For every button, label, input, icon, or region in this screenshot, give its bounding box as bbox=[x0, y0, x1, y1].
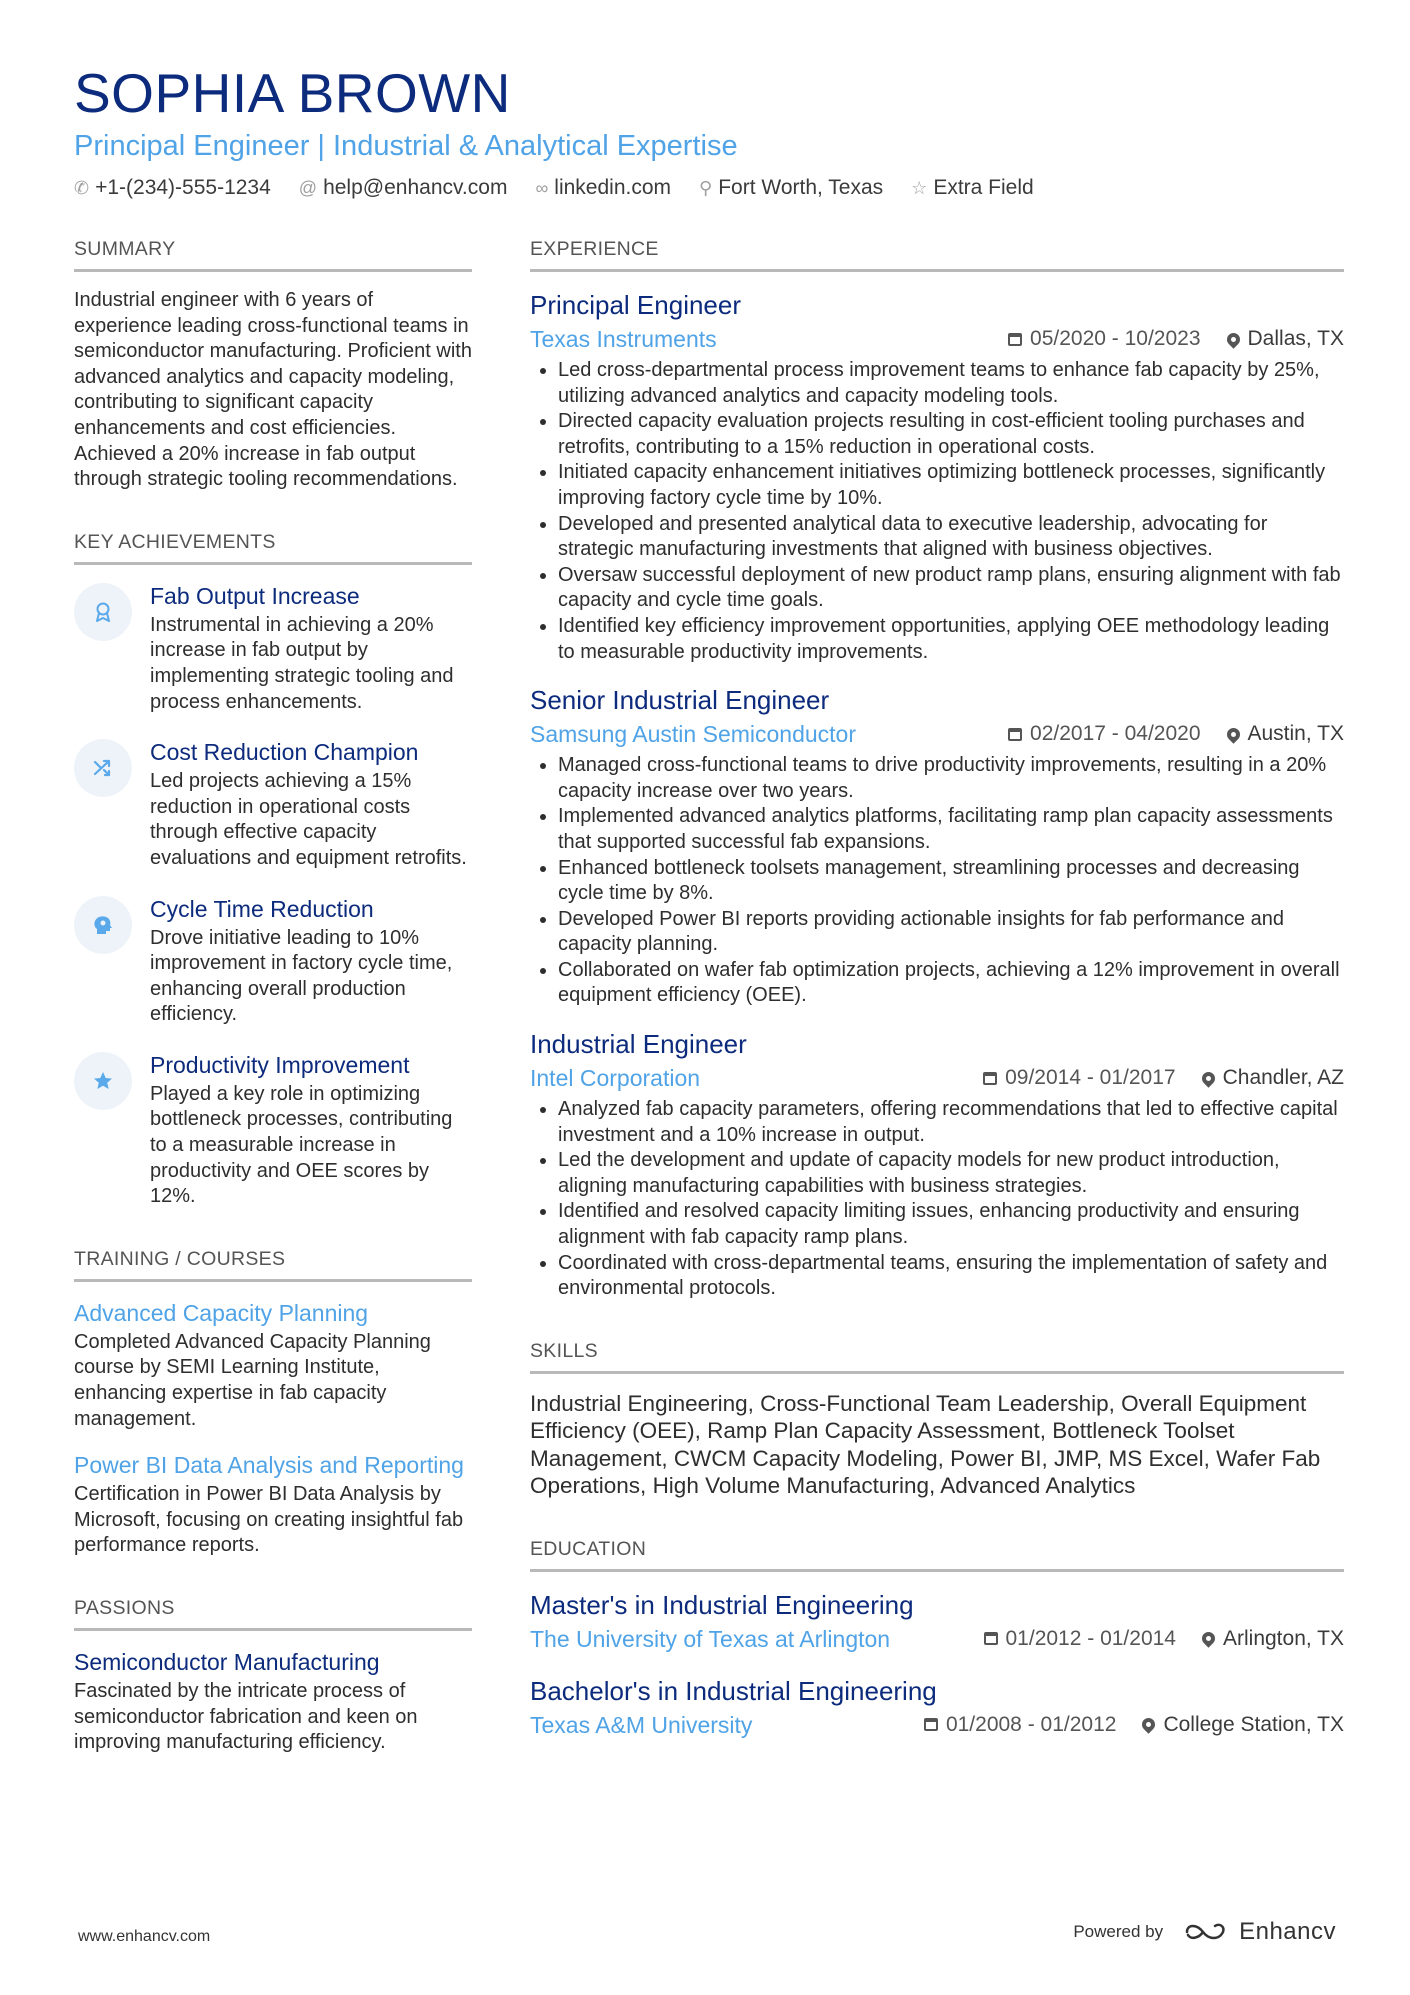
job-location bbox=[1227, 327, 1344, 351]
job-location-text: Austin, TX bbox=[1247, 722, 1344, 746]
job-bullet: • Coordinated with cross-departmental teams, ensuring the implementation of safety and environmental protocols. bbox=[558, 1251, 1344, 1302]
summary-heading: SUMMARY bbox=[74, 238, 472, 272]
location-pin-icon bbox=[1199, 1630, 1217, 1648]
job-dates-text: 05/2020 - 10/2023 bbox=[1030, 327, 1201, 350]
job-bullets bbox=[530, 358, 1344, 665]
course-text: Completed Advanced Capacity Planning course by SEMI Learning Institute, enhancing expertise in fab capacity management. bbox=[74, 1330, 431, 1430]
education-dates-text: 01/2012 - 01/2014 bbox=[1005, 1626, 1176, 1650]
candidate-name: SOPHIA BROWN bbox=[74, 62, 511, 124]
contact-extra-text: Extra Field bbox=[933, 176, 1034, 199]
head-gear-icon bbox=[74, 896, 132, 954]
contact-location bbox=[699, 176, 883, 200]
location-pin-icon bbox=[1199, 1069, 1217, 1087]
location-pin-icon bbox=[1224, 330, 1242, 348]
job-bullet: • Implemented advanced analytics platforms, facilitating ramp plan capacity assessments that supported successful fab expansions. bbox=[558, 804, 1344, 855]
job-bullet: • Initiated capacity enhancement initiatives optimizing bottleneck processes, significantly improving factory cycle time by 10%. bbox=[558, 460, 1344, 511]
summary-text: Industrial engineer with 6 years of experience leading cross-functional teams in semiconductor manufacturing. Proficient with advanced analytics and capacity modeling, contributing to significant capacity enhancements and cost efficiencies. Achieved a 20% increase in fab output through strategic tooling recommendations. bbox=[74, 289, 472, 491]
skills-heading: SKILLS bbox=[530, 1340, 1344, 1374]
achievements-heading: KEY ACHIEVEMENTS bbox=[74, 531, 472, 565]
job-bullet: • Developed and presented analytical data to executive leadership, advocating for strategic manufacturing investments that aligned with business objectives. bbox=[558, 512, 1344, 563]
location-pin-icon bbox=[1140, 1716, 1158, 1734]
job-location-text: Dallas, TX bbox=[1247, 327, 1344, 350]
passion-text: Fascinated by the intricate process of semiconductor fabrication and keen on improving manufacturing efficiency. bbox=[74, 1680, 418, 1754]
education-degree: Master's in Industrial Engineering bbox=[530, 1589, 914, 1620]
education-dates-text: 01/2008 - 01/2012 bbox=[945, 1712, 1117, 1736]
calendar-icon bbox=[983, 1072, 997, 1085]
star-icon bbox=[74, 1052, 132, 1110]
course-item bbox=[74, 1450, 472, 1559]
skills-text: Industrial Engineering, Cross-Functional Team Leadership, Overall Equipment Efficiency (OEE), Ramp Plan Capacity Assessment, Bottleneck Toolset Management, CWCM Capacity Modeling, Power BI, JMP, MS Excel, Wafer Fab Operations, High Volume Manufacturing, Advanced Analytics bbox=[530, 1390, 1321, 1499]
course-title: Advanced Capacity Planning bbox=[74, 1299, 369, 1326]
infinity-logo-icon bbox=[1183, 1920, 1229, 1944]
education-heading: EDUCATION bbox=[530, 1538, 1344, 1572]
education-meta-right bbox=[924, 1713, 1344, 1737]
star-outline-icon: ☆ bbox=[911, 177, 928, 198]
job-title: Senior Industrial Engineer bbox=[530, 685, 830, 716]
job-bullet: • Led the development and update of capacity models for new product introduction, aligning manufacturing capabilities with business strategies. bbox=[558, 1148, 1344, 1199]
calendar-icon bbox=[1008, 333, 1022, 346]
job-location bbox=[1202, 1066, 1344, 1090]
job-dates bbox=[1008, 327, 1200, 351]
education-meta-right bbox=[984, 1627, 1345, 1651]
education-section bbox=[530, 1538, 1344, 1740]
course-title: Power BI Data Analysis and Reporting bbox=[74, 1452, 464, 1479]
education-school: The University of Texas at Arlington bbox=[530, 1625, 891, 1652]
job-bullet: • Led cross-departmental process improvement teams to enhance fab capacity by 25%, utilizing advanced analytics and capacity modeling tools. bbox=[558, 358, 1344, 409]
achievement-text: Played a key role in optimizing bottleneck processes, contributing to a measurable increase in productivity and OEE scores by 12%. bbox=[150, 1082, 453, 1208]
achievement-title: Cycle Time Reduction bbox=[150, 895, 374, 922]
experience-section bbox=[530, 238, 1344, 1302]
right-column bbox=[530, 238, 1344, 1794]
resume-page bbox=[74, 60, 1346, 1960]
job-company: Intel Corporation bbox=[530, 1065, 701, 1092]
calendar-icon bbox=[984, 1632, 998, 1645]
education-location-text: College Station, TX bbox=[1163, 1712, 1344, 1736]
summary-section bbox=[74, 238, 472, 493]
job-dates-text: 09/2014 - 01/2017 bbox=[1005, 1066, 1176, 1090]
brand-logo[interactable] bbox=[1183, 1918, 1336, 1946]
job-company: Samsung Austin Semiconductor bbox=[530, 721, 857, 748]
contact-extra bbox=[911, 176, 1034, 200]
training-heading: TRAINING / COURSES bbox=[74, 1248, 472, 1282]
job-entry bbox=[530, 683, 1344, 1009]
link-icon: ∞ bbox=[535, 177, 549, 198]
passion-item bbox=[74, 1647, 472, 1756]
education-meta bbox=[530, 1624, 1344, 1654]
job-meta bbox=[530, 1063, 1344, 1093]
job-bullet: • Oversaw successful deployment of new product ramp plans, ensuring alignment with fab capacity and cycle time goals. bbox=[558, 563, 1344, 614]
education-location bbox=[1142, 1713, 1344, 1737]
education-entry bbox=[530, 1588, 1344, 1654]
course-item bbox=[74, 1298, 472, 1432]
job-bullet: • Developed Power BI reports providing actionable insights for fab performance and capacity planning. bbox=[558, 907, 1344, 958]
contact-linkedin[interactable] bbox=[535, 176, 671, 200]
calendar-icon bbox=[1008, 728, 1022, 741]
job-entry bbox=[530, 288, 1344, 665]
job-dates bbox=[983, 1066, 1175, 1090]
footer-website[interactable]: www.enhancv.com bbox=[78, 1928, 211, 1945]
contact-linkedin-text: linkedin.com bbox=[554, 176, 672, 199]
achievements-section bbox=[74, 531, 472, 1210]
achievement-text: Instrumental in achieving a 20% increase in fab output by implementing strategic tooling and process enhancements. bbox=[150, 613, 454, 713]
job-meta bbox=[530, 324, 1344, 354]
contact-bar bbox=[74, 176, 1346, 200]
left-column bbox=[74, 238, 472, 1794]
education-entry bbox=[530, 1674, 1344, 1740]
skills-section bbox=[530, 1340, 1344, 1500]
contact-phone[interactable] bbox=[74, 176, 271, 200]
achievement-title: Fab Output Increase bbox=[150, 582, 360, 609]
job-entry bbox=[530, 1027, 1344, 1302]
job-bullet: • Collaborated on wafer fab optimization projects, achieving a 12% improvement in overall equipment efficiency (OEE). bbox=[558, 958, 1344, 1009]
phone-icon: ✆ bbox=[74, 177, 90, 198]
achievement-item bbox=[74, 581, 472, 715]
achievement-item bbox=[74, 1050, 472, 1210]
job-meta bbox=[530, 719, 1344, 749]
passions-section bbox=[74, 1597, 472, 1756]
job-bullets bbox=[530, 1097, 1344, 1302]
powered-by-label: Powered by bbox=[1073, 1922, 1164, 1941]
job-bullet: • Identified and resolved capacity limiting issues, enhancing productivity and ensuring alignment with fab capacity ramp plans. bbox=[558, 1199, 1344, 1250]
job-dates bbox=[1008, 722, 1200, 746]
job-title: Principal Engineer bbox=[530, 290, 742, 320]
experience-heading: EXPERIENCE bbox=[530, 238, 1344, 272]
job-dates-text: 02/2017 - 04/2020 bbox=[1030, 722, 1201, 746]
location-pin-icon: ⚲ bbox=[699, 177, 713, 198]
achievement-title: Productivity Improvement bbox=[150, 1051, 410, 1078]
job-company: Texas Instruments bbox=[530, 326, 717, 352]
job-meta-right bbox=[1008, 722, 1344, 746]
contact-location-text: Fort Worth, Texas bbox=[718, 176, 884, 199]
education-meta bbox=[530, 1710, 1344, 1740]
course-text: Certification in Power BI Data Analysis by Microsoft, focusing on creating insightful fab performance reports. bbox=[74, 1483, 464, 1557]
contact-phone-text: +1-(234)-555-1234 bbox=[95, 176, 271, 199]
calendar-icon bbox=[924, 1718, 938, 1731]
job-bullet: • Enhanced bottleneck toolsets management, streamlining processes and decreasing cycle time by 8%. bbox=[558, 856, 1344, 907]
footer-branding bbox=[1073, 1918, 1336, 1946]
education-location-text: Arlington, TX bbox=[1222, 1626, 1344, 1650]
job-meta-right bbox=[1008, 327, 1344, 351]
achievement-text: Drove initiative leading to 10% improvement in factory cycle time, enhancing overall production efficiency. bbox=[150, 926, 453, 1026]
achievement-text: Led projects achieving a 15% reduction in operational costs through effective capacity evaluations and equipment retrofits. bbox=[150, 770, 467, 869]
education-dates bbox=[924, 1713, 1116, 1737]
achievement-title: Cost Reduction Champion bbox=[150, 739, 419, 766]
location-pin-icon bbox=[1224, 725, 1242, 743]
passion-title: Semiconductor Manufacturing bbox=[74, 1649, 380, 1675]
job-bullet: • Directed capacity evaluation projects resulting in cost-efficient tooling purchases and retrofits, contributing to a 15% reduction in operational costs. bbox=[558, 409, 1344, 460]
job-meta-right bbox=[983, 1066, 1344, 1090]
at-icon: @ bbox=[298, 177, 318, 198]
passions-heading: PASSIONS bbox=[74, 1597, 472, 1631]
achievement-item bbox=[74, 894, 472, 1028]
contact-email[interactable] bbox=[299, 176, 508, 200]
headline: Principal Engineer | Industrial & Analytical Expertise bbox=[74, 130, 738, 162]
training-section bbox=[74, 1248, 472, 1559]
job-title: Industrial Engineer bbox=[530, 1029, 747, 1060]
contact-email-text: help@enhancv.com bbox=[323, 176, 508, 199]
two-column-layout bbox=[74, 238, 1346, 1794]
education-dates bbox=[984, 1627, 1176, 1651]
brand-name: Enhancv bbox=[1239, 1918, 1336, 1945]
education-location bbox=[1202, 1627, 1344, 1651]
award-icon bbox=[74, 583, 132, 641]
education-school: Texas A&M University bbox=[530, 1711, 753, 1738]
achievement-item bbox=[74, 737, 472, 871]
job-location bbox=[1227, 722, 1345, 746]
job-bullet: • Identified key efficiency improvement opportunities, applying OEE methodology leading to measurable productivity improvements. bbox=[558, 614, 1344, 665]
job-location-text: Chandler, AZ bbox=[1222, 1066, 1344, 1090]
job-bullets bbox=[530, 753, 1344, 1009]
shuffle-icon bbox=[74, 739, 132, 797]
education-degree: Bachelor's in Industrial Engineering bbox=[530, 1675, 937, 1706]
job-bullet: • Managed cross-functional teams to drive productivity improvements, resulting in a 20% capacity increase over two years. bbox=[558, 753, 1344, 804]
job-bullet: • Analyzed fab capacity parameters, offering recommendations that led to effective capital investment and a 10% increase in output. bbox=[558, 1097, 1344, 1148]
